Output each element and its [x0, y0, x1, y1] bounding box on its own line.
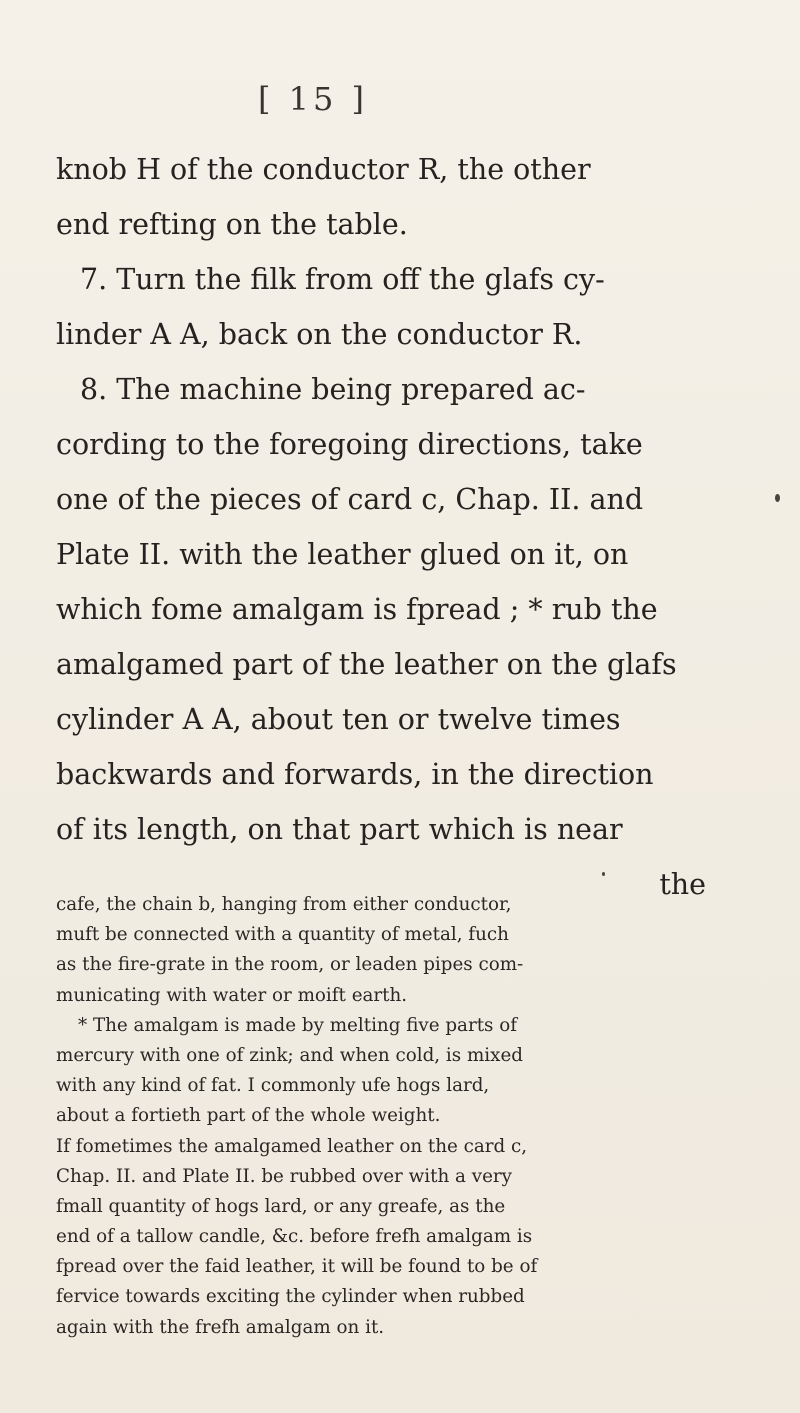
footnote-line: cafe, the chain b, hanging from either conductor, — [56, 894, 512, 915]
body-text — [56, 142, 716, 912]
footnote-line: fpread over the faid leather, it will be found to be of — [56, 1256, 538, 1278]
body-line: of its length, on that part which is near — [56, 813, 623, 846]
footnote-line: as the fire-grate in the room, or leaden pipes com- — [56, 954, 524, 976]
body-line: end refting on the table. — [56, 208, 408, 241]
footnote-line: about a fortieth part of the whole weight. — [56, 1105, 441, 1127]
catchword: the — [659, 868, 706, 901]
footnote-line: end of a tallow candle, &c. before frefh amalgam is — [56, 1226, 533, 1248]
paper-speck — [602, 872, 605, 876]
footnote-line: with any kind of fat. I commonly ufe hogs lard, — [56, 1075, 490, 1097]
footnote-line: fmall quantity of hogs lard, or any greafe, as the — [56, 1195, 506, 1217]
footnote-line: * The amalgam is made by melting five parts of — [78, 1014, 518, 1036]
body-line: 7. Turn the filk from off the glafs cy- — [80, 263, 605, 296]
body-line: 8. The machine being prepared ac- — [80, 373, 586, 406]
body-line: linder A A, back on the conductor R. — [56, 318, 583, 351]
body-line: which fome amalgam is fpread ; * rub the — [56, 593, 658, 626]
footnote-line: mercury with one of zink; and when cold, is mixed — [56, 1044, 523, 1066]
paper-speck — [775, 494, 780, 502]
body-line: one of the pieces of card c, Chap. II. and — [56, 483, 644, 516]
body-line: backwards and forwards, in the direction — [56, 758, 654, 791]
body-line: cording to the foregoing directions, take — [56, 428, 643, 461]
footnote-line: again with the frefh amalgam on it. — [56, 1316, 385, 1338]
body-line: Plate II. with the leather glued on it, on — [56, 538, 629, 571]
body-line: knob H of the conductor R, the other — [56, 153, 591, 186]
body-line: cylinder A A, about ten or twelve times — [56, 703, 621, 736]
footnotes — [56, 890, 722, 1343]
body-line: amalgamed part of the leather on the glafs — [56, 648, 677, 681]
footnote-line: fervice towards exciting the cylinder when rubbed — [56, 1286, 525, 1308]
page-number: [ 15 ] — [258, 80, 369, 118]
footnote-line: If fometimes the amalgamed leather on the card c, — [56, 1135, 528, 1157]
footnote-line: municating with water or moift earth. — [56, 984, 408, 1006]
footnote-line: muft be connected with a quantity of metal, fuch — [56, 924, 509, 946]
footnote-line: Chap. II. and Plate II. be rubbed over with a very — [56, 1165, 512, 1187]
